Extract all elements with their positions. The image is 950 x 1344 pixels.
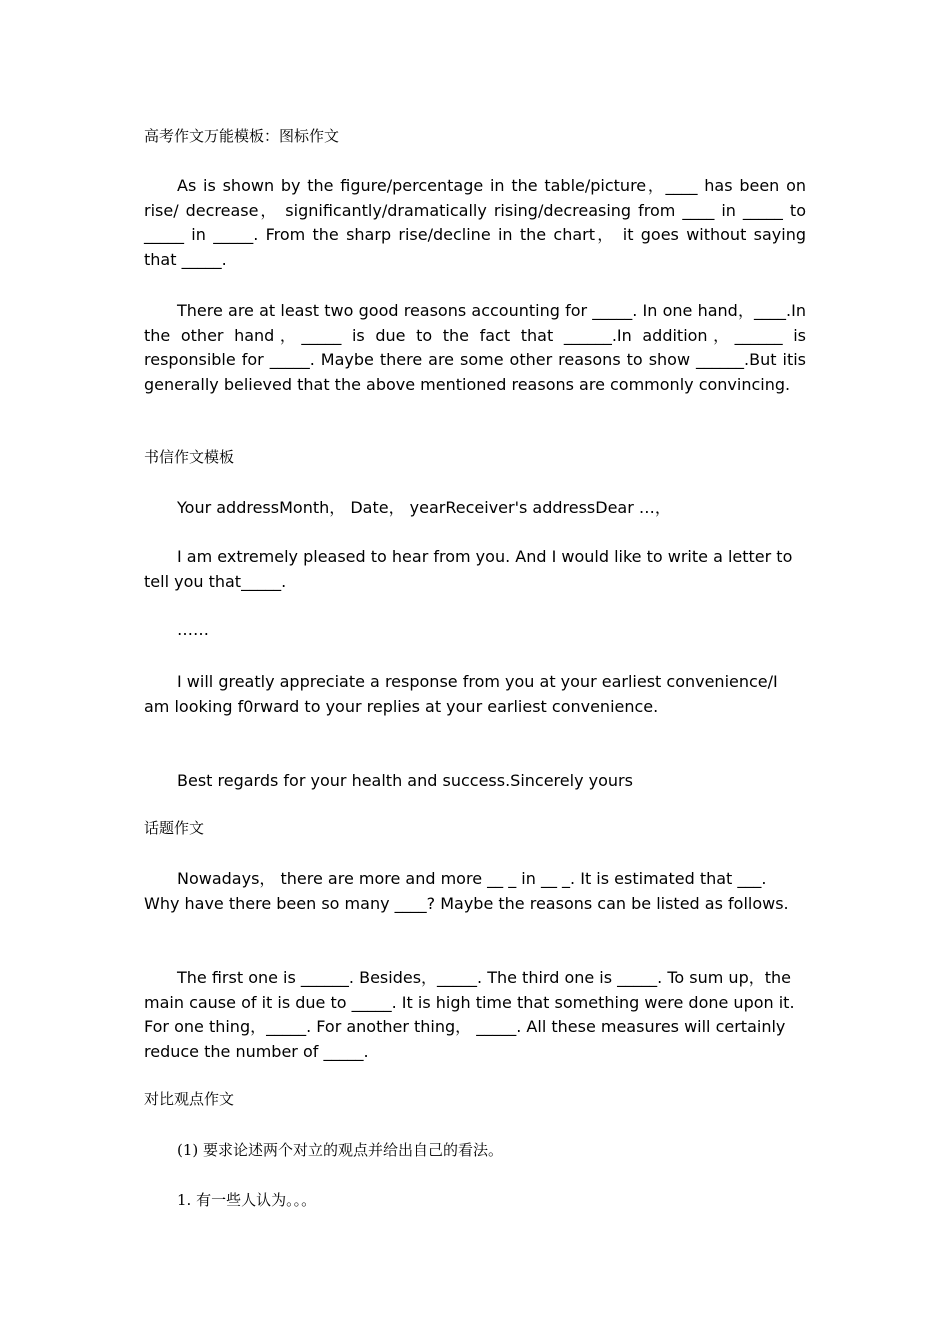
paragraph-chart-reasons: There are at least two good reasons accounting for _____. In one hand，____.In the other hand，_____ is due to the fact that ______.In addition，______ is responsible for _____. Maybe there are some other reasons to show ______.But itis generally believed that the above mentioned reasons are commonly convincing.	[144, 301, 806, 394]
paragraph-topic-reasons: The first one is ______. Besides，_____. The third one is _____. To sum up，the main cause of it is due to _____. It is high time that something were done upon it. For one thing，_____. For another thing， _____. All these measures will certainly reduce the number of _____.	[144, 968, 795, 1061]
section-heading-topic: 话题作文	[144, 819, 205, 837]
section-heading-letter: 书信作文模板	[144, 448, 235, 466]
paragraph-letter-signoff: Best regards for your health and success.Sincerely yours	[177, 771, 633, 790]
paragraph-letter-opening: I am extremely pleased to hear from you. And I would like to write a letter to tell you that_____.	[144, 547, 793, 591]
paragraph-letter-address: Your addressMonth， Date， yearReceiver's addressDear …，	[177, 498, 671, 517]
paragraph-letter-ellipsis: ……	[177, 620, 209, 639]
paragraph-contrast-requirement: (1) 要求论述两个对立的观点并给出自己的看法。	[177, 1141, 504, 1159]
paragraph-topic-intro: Nowadays， there are more and more __ _ in __ _. It is estimated that ___. Why have there been so many ____? Maybe the reasons can be listed as follows.	[144, 869, 789, 913]
paragraph-contrast-point-one: 1. 有一些人认为。。。	[177, 1191, 317, 1209]
paragraph-letter-closing: I will greatly appreciate a response from you at your earliest convenience/I am looking f0rward to your replies at your earliest convenience.	[144, 672, 778, 716]
section-heading-chart-essay: 高考作文万能模板：图标作文	[144, 127, 340, 145]
section-heading-contrast: 对比观点作文	[144, 1090, 235, 1108]
paragraph-chart-trend: As is shown by the figure/percentage in the table/picture，____ has been on rise/ decrease， significantly/dramatically rising/decreasing from ____ in _____ to _____ in _____. From the sharp rise/decline in the chart， it goes without saying that _____.	[144, 176, 807, 269]
